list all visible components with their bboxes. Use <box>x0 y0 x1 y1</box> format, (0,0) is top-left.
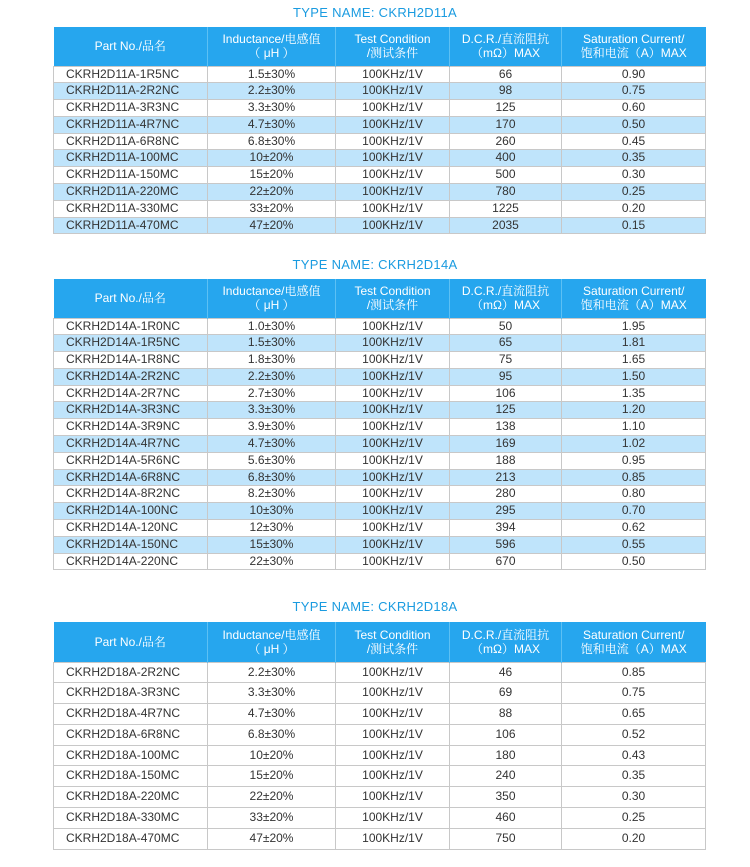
table-row <box>54 335 706 352</box>
test-condition-cell: 100KHz/1V <box>336 217 450 234</box>
inductance-cell: 22±20% <box>208 184 336 201</box>
part-no-cell: CKRH2D18A-100MC <box>54 745 208 766</box>
test-condition-cell: 100KHz/1V <box>336 385 450 402</box>
dcr-cell: 65 <box>450 335 562 352</box>
test-condition-cell: 100KHz/1V <box>336 318 450 335</box>
dcr-cell: 75 <box>450 352 562 369</box>
saturation-current-cell: 1.81 <box>562 335 706 352</box>
part-no-cell: CKRH2D11A-3R3NC <box>54 100 208 117</box>
saturation-current-cell: 0.95 <box>562 452 706 469</box>
table-row <box>54 66 706 83</box>
saturation-current-cell: 0.55 <box>562 536 706 553</box>
part-no-cell: CKRH2D18A-220MC <box>54 787 208 808</box>
type-name-title: TYPE NAME: CKRH2D11A <box>293 5 457 20</box>
part-no-cell: CKRH2D11A-2R2NC <box>54 83 208 100</box>
test-condition-cell: 100KHz/1V <box>336 766 450 787</box>
test-condition-cell: 100KHz/1V <box>336 745 450 766</box>
header-dcr: D.C.R./直流阻抗 （mΩ）MAX <box>450 622 562 662</box>
type-name-title: TYPE NAME: CKRH2D18A <box>292 599 458 614</box>
test-condition-cell: 100KHz/1V <box>336 368 450 385</box>
inductance-cell: 5.6±30% <box>208 452 336 469</box>
dcr-cell: 213 <box>450 469 562 486</box>
inductance-cell: 10±30% <box>208 503 336 520</box>
part-no-cell: CKRH2D18A-4R7NC <box>54 704 208 725</box>
saturation-current-cell: 0.30 <box>562 167 706 184</box>
header-inductance: Inductance/电感值 （ μH ） <box>208 27 336 66</box>
saturation-current-cell: 0.50 <box>562 553 706 570</box>
table-row <box>54 808 706 829</box>
inductance-cell: 4.7±30% <box>208 436 336 453</box>
header-test-condition: Test Condition /测试条件 <box>336 622 450 662</box>
part-no-cell: CKRH2D18A-3R3NC <box>54 683 208 704</box>
inductance-cell: 12±30% <box>208 520 336 537</box>
spec-table-ckrh2d18a <box>53 622 706 850</box>
inductance-cell: 10±20% <box>208 745 336 766</box>
table-row <box>54 150 706 167</box>
table-row <box>54 503 706 520</box>
dcr-cell: 125 <box>450 402 562 419</box>
part-no-cell: CKRH2D18A-330MC <box>54 808 208 829</box>
inductance-cell: 15±30% <box>208 536 336 553</box>
saturation-current-cell: 0.35 <box>562 766 706 787</box>
dcr-cell: 180 <box>450 745 562 766</box>
test-condition-cell: 100KHz/1V <box>336 335 450 352</box>
part-no-cell: CKRH2D14A-220NC <box>54 553 208 570</box>
header-test-condition: Test Condition /测试条件 <box>336 27 450 66</box>
test-condition-cell: 100KHz/1V <box>336 100 450 117</box>
test-condition-cell: 100KHz/1V <box>336 133 450 150</box>
header-saturation-current: Saturation Current/ 饱和电流（A）MAX <box>562 279 706 318</box>
test-condition-cell: 100KHz/1V <box>336 808 450 829</box>
part-no-cell: CKRH2D11A-6R8NC <box>54 133 208 150</box>
dcr-cell: 394 <box>450 520 562 537</box>
part-no-cell: CKRH2D14A-1R5NC <box>54 335 208 352</box>
part-no-cell: CKRH2D11A-220MC <box>54 184 208 201</box>
saturation-current-cell: 0.25 <box>562 184 706 201</box>
test-condition-cell: 100KHz/1V <box>336 452 450 469</box>
saturation-current-cell: 0.70 <box>562 503 706 520</box>
table-row <box>54 704 706 725</box>
section-ckrh2d11a <box>0 5 750 21</box>
saturation-current-cell: 0.35 <box>562 150 706 167</box>
dcr-cell: 88 <box>450 704 562 725</box>
dcr-cell: 350 <box>450 787 562 808</box>
part-no-cell: CKRH2D11A-1R5NC <box>54 66 208 83</box>
part-no-cell: CKRH2D14A-3R9NC <box>54 419 208 436</box>
part-no-cell: CKRH2D14A-6R8NC <box>54 469 208 486</box>
inductance-cell: 33±20% <box>208 200 336 217</box>
header-saturation-current: Saturation Current/ 饱和电流（A）MAX <box>562 622 706 662</box>
part-no-cell: CKRH2D18A-2R2NC <box>54 662 208 683</box>
header-part-no: Part No./品名 <box>54 27 208 66</box>
dcr-cell: 280 <box>450 486 562 503</box>
saturation-current-cell: 0.62 <box>562 520 706 537</box>
saturation-current-cell: 0.20 <box>562 200 706 217</box>
header-saturation-current: Saturation Current/ 饱和电流（A）MAX <box>562 27 706 66</box>
header-dcr: D.C.R./直流阻抗 （mΩ）MAX <box>450 279 562 318</box>
inductance-cell: 3.3±30% <box>208 100 336 117</box>
inductance-cell: 3.9±30% <box>208 419 336 436</box>
part-no-cell: CKRH2D14A-2R2NC <box>54 368 208 385</box>
table-row <box>54 724 706 745</box>
inductance-cell: 1.5±30% <box>208 66 336 83</box>
inductance-cell: 2.2±30% <box>208 368 336 385</box>
test-condition-cell: 100KHz/1V <box>336 66 450 83</box>
inductance-cell: 33±20% <box>208 808 336 829</box>
header-part-no: Part No./品名 <box>54 622 208 662</box>
saturation-current-cell: 0.15 <box>562 217 706 234</box>
test-condition-cell: 100KHz/1V <box>336 402 450 419</box>
dcr-cell: 106 <box>450 385 562 402</box>
part-no-cell: CKRH2D14A-5R6NC <box>54 452 208 469</box>
dcr-cell: 188 <box>450 452 562 469</box>
inductance-cell: 22±30% <box>208 553 336 570</box>
saturation-current-cell: 0.85 <box>562 662 706 683</box>
test-condition-cell: 100KHz/1V <box>336 662 450 683</box>
table-row <box>54 828 706 849</box>
header-part-no: Part No./品名 <box>54 279 208 318</box>
part-no-cell: CKRH2D11A-150MC <box>54 167 208 184</box>
saturation-current-cell: 0.65 <box>562 704 706 725</box>
inductance-cell: 4.7±30% <box>208 704 336 725</box>
table-row <box>54 486 706 503</box>
saturation-current-cell: 0.50 <box>562 116 706 133</box>
dcr-cell: 260 <box>450 133 562 150</box>
dcr-cell: 2035 <box>450 217 562 234</box>
dcr-cell: 670 <box>450 553 562 570</box>
table-row <box>54 100 706 117</box>
dcr-cell: 460 <box>450 808 562 829</box>
inductance-cell: 3.3±30% <box>208 402 336 419</box>
saturation-current-cell: 0.20 <box>562 828 706 849</box>
table-row <box>54 368 706 385</box>
dcr-cell: 125 <box>450 100 562 117</box>
saturation-current-cell: 0.85 <box>562 469 706 486</box>
dcr-cell: 400 <box>450 150 562 167</box>
table-row <box>54 469 706 486</box>
spec-table-ckrh2d14a <box>53 279 706 570</box>
inductance-cell: 47±20% <box>208 828 336 849</box>
part-no-cell: CKRH2D14A-1R0NC <box>54 318 208 335</box>
test-condition-cell: 100KHz/1V <box>336 520 450 537</box>
part-no-cell: CKRH2D11A-4R7NC <box>54 116 208 133</box>
saturation-current-cell: 1.20 <box>562 402 706 419</box>
part-no-cell: CKRH2D11A-330MC <box>54 200 208 217</box>
inductance-cell: 6.8±30% <box>208 133 336 150</box>
table-row <box>54 133 706 150</box>
test-condition-cell: 100KHz/1V <box>336 486 450 503</box>
inductance-cell: 2.7±30% <box>208 385 336 402</box>
test-condition-cell: 100KHz/1V <box>336 352 450 369</box>
table-row <box>54 167 706 184</box>
table-row <box>54 352 706 369</box>
table-row <box>54 683 706 704</box>
dcr-cell: 46 <box>450 662 562 683</box>
part-no-cell: CKRH2D18A-6R8NC <box>54 724 208 745</box>
part-no-cell: CKRH2D18A-150MC <box>54 766 208 787</box>
test-condition-cell: 100KHz/1V <box>336 436 450 453</box>
saturation-current-cell: 0.30 <box>562 787 706 808</box>
part-no-cell: CKRH2D14A-1R8NC <box>54 352 208 369</box>
table-row <box>54 217 706 234</box>
part-no-cell: CKRH2D14A-100NC <box>54 503 208 520</box>
part-no-cell: CKRH2D11A-100MC <box>54 150 208 167</box>
table-row <box>54 452 706 469</box>
saturation-current-cell: 0.80 <box>562 486 706 503</box>
saturation-current-cell: 1.02 <box>562 436 706 453</box>
dcr-cell: 295 <box>450 503 562 520</box>
test-condition-cell: 100KHz/1V <box>336 150 450 167</box>
dcr-cell: 66 <box>450 66 562 83</box>
section-ckrh2d14a <box>0 257 750 273</box>
test-condition-cell: 100KHz/1V <box>336 116 450 133</box>
inductance-cell: 15±20% <box>208 167 336 184</box>
inductance-cell: 22±20% <box>208 787 336 808</box>
part-no-cell: CKRH2D14A-150NC <box>54 536 208 553</box>
header-dcr: D.C.R./直流阻抗 （mΩ）MAX <box>450 27 562 66</box>
saturation-current-cell: 1.10 <box>562 419 706 436</box>
table-row <box>54 662 706 683</box>
saturation-current-cell: 0.43 <box>562 745 706 766</box>
header-inductance: Inductance/电感值 （ μH ） <box>208 279 336 318</box>
dcr-cell: 170 <box>450 116 562 133</box>
saturation-current-cell: 0.52 <box>562 724 706 745</box>
inductance-cell: 3.3±30% <box>208 683 336 704</box>
dcr-cell: 106 <box>450 724 562 745</box>
type-name-title: TYPE NAME: CKRH2D14A <box>292 257 458 272</box>
dcr-cell: 596 <box>450 536 562 553</box>
test-condition-cell: 100KHz/1V <box>336 167 450 184</box>
test-condition-cell: 100KHz/1V <box>336 419 450 436</box>
part-no-cell: CKRH2D14A-2R7NC <box>54 385 208 402</box>
test-condition-cell: 100KHz/1V <box>336 184 450 201</box>
test-condition-cell: 100KHz/1V <box>336 787 450 808</box>
inductance-cell: 6.8±30% <box>208 724 336 745</box>
dcr-cell: 750 <box>450 828 562 849</box>
part-no-cell: CKRH2D11A-470MC <box>54 217 208 234</box>
saturation-current-cell: 1.65 <box>562 352 706 369</box>
table-row <box>54 536 706 553</box>
inductance-cell: 47±20% <box>208 217 336 234</box>
part-no-cell: CKRH2D14A-3R3NC <box>54 402 208 419</box>
table-row <box>54 116 706 133</box>
part-no-cell: CKRH2D18A-470MC <box>54 828 208 849</box>
table-row <box>54 745 706 766</box>
dcr-cell: 500 <box>450 167 562 184</box>
dcr-cell: 240 <box>450 766 562 787</box>
dcr-cell: 138 <box>450 419 562 436</box>
inductance-cell: 6.8±30% <box>208 469 336 486</box>
table-row <box>54 385 706 402</box>
header-test-condition: Test Condition /测试条件 <box>336 279 450 318</box>
dcr-cell: 95 <box>450 368 562 385</box>
inductance-cell: 1.8±30% <box>208 352 336 369</box>
header-inductance: Inductance/电感值 （ μH ） <box>208 622 336 662</box>
dcr-cell: 169 <box>450 436 562 453</box>
part-no-cell: CKRH2D14A-120NC <box>54 520 208 537</box>
saturation-current-cell: 0.75 <box>562 683 706 704</box>
dcr-cell: 1225 <box>450 200 562 217</box>
table-row <box>54 766 706 787</box>
table-row <box>54 553 706 570</box>
table-row <box>54 200 706 217</box>
dcr-cell: 780 <box>450 184 562 201</box>
part-no-cell: CKRH2D14A-4R7NC <box>54 436 208 453</box>
saturation-current-cell: 1.35 <box>562 385 706 402</box>
test-condition-cell: 100KHz/1V <box>336 200 450 217</box>
part-no-cell: CKRH2D14A-8R2NC <box>54 486 208 503</box>
inductance-cell: 1.0±30% <box>208 318 336 335</box>
test-condition-cell: 100KHz/1V <box>336 724 450 745</box>
inductance-cell: 15±20% <box>208 766 336 787</box>
table-row <box>54 520 706 537</box>
table-row <box>54 436 706 453</box>
dcr-cell: 69 <box>450 683 562 704</box>
saturation-current-cell: 0.75 <box>562 83 706 100</box>
saturation-current-cell: 0.45 <box>562 133 706 150</box>
inductance-cell: 10±20% <box>208 150 336 167</box>
test-condition-cell: 100KHz/1V <box>336 83 450 100</box>
inductance-cell: 8.2±30% <box>208 486 336 503</box>
test-condition-cell: 100KHz/1V <box>336 553 450 570</box>
spec-table-ckrh2d11a <box>53 27 706 234</box>
dcr-cell: 50 <box>450 318 562 335</box>
table-row <box>54 184 706 201</box>
table-row <box>54 419 706 436</box>
inductance-cell: 4.7±30% <box>208 116 336 133</box>
inductance-cell: 2.2±30% <box>208 83 336 100</box>
test-condition-cell: 100KHz/1V <box>336 704 450 725</box>
table-row <box>54 787 706 808</box>
table-row <box>54 83 706 100</box>
saturation-current-cell: 0.60 <box>562 100 706 117</box>
section-ckrh2d18a <box>0 599 750 615</box>
saturation-current-cell: 0.90 <box>562 66 706 83</box>
table-row <box>54 402 706 419</box>
inductance-cell: 1.5±30% <box>208 335 336 352</box>
saturation-current-cell: 1.50 <box>562 368 706 385</box>
dcr-cell: 98 <box>450 83 562 100</box>
test-condition-cell: 100KHz/1V <box>336 536 450 553</box>
inductance-cell: 2.2±30% <box>208 662 336 683</box>
saturation-current-cell: 0.25 <box>562 808 706 829</box>
test-condition-cell: 100KHz/1V <box>336 503 450 520</box>
saturation-current-cell: 1.95 <box>562 318 706 335</box>
test-condition-cell: 100KHz/1V <box>336 683 450 704</box>
table-row <box>54 318 706 335</box>
test-condition-cell: 100KHz/1V <box>336 469 450 486</box>
test-condition-cell: 100KHz/1V <box>336 828 450 849</box>
